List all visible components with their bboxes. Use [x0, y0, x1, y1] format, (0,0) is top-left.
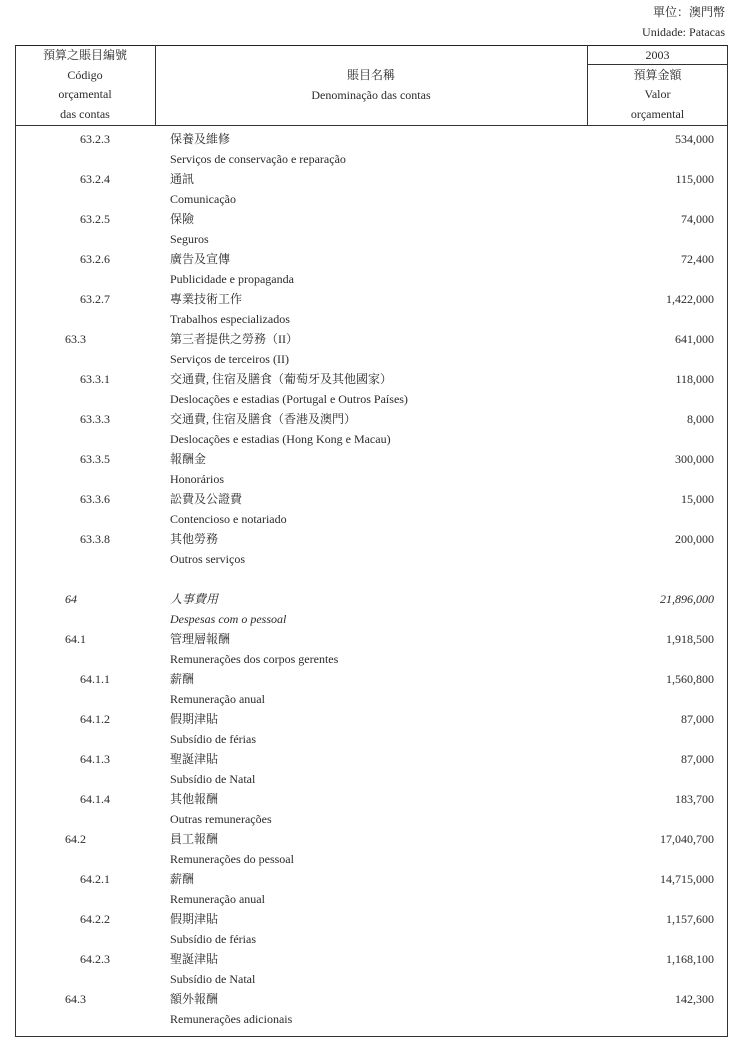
account-name-zh: 薪酬	[170, 672, 195, 686]
account-name-zh: 保險	[170, 212, 195, 226]
account-value: 14,715,000	[660, 872, 714, 886]
account-code: 63.2.4	[80, 172, 110, 186]
account-code: 63.3.1	[80, 372, 110, 386]
unit-label-zh: 單位：澳門幣	[652, 5, 725, 19]
account-value: 87,000	[681, 712, 714, 726]
account-value: 17,040,700	[660, 832, 714, 846]
account-code: 64.1	[65, 632, 86, 646]
account-name-pt: Subsídio de férias	[170, 932, 256, 946]
account-name-pt: Serviços de conservação e reparação	[170, 152, 346, 166]
account-value: 183,700	[675, 792, 714, 806]
header-name-pt: Denominação das contas	[311, 87, 431, 102]
account-name-zh: 人事費用	[170, 592, 219, 606]
account-name-pt: Deslocações e estadias (Portugal e Outros Países)	[170, 392, 408, 406]
table-row	[15, 629, 728, 649]
account-value: 72,400	[681, 252, 714, 266]
account-name-pt: Deslocações e estadias (Hong Kong e Macau)	[170, 432, 391, 446]
account-value: 1,157,600	[666, 912, 714, 926]
account-name-pt: Remunerações dos corpos gerentes	[170, 652, 339, 666]
account-name-zh: 其他勞務	[170, 532, 219, 546]
account-value: 1,422,000	[666, 292, 714, 306]
table-row	[15, 409, 728, 429]
account-value: 641,000	[675, 332, 714, 346]
account-value: 8,000	[687, 412, 714, 426]
table-row	[15, 749, 728, 769]
table-row	[15, 989, 728, 1009]
table-row	[15, 589, 728, 609]
account-code: 64.2.2	[80, 912, 110, 926]
account-value: 1,168,100	[666, 952, 714, 966]
account-name-pt: Despesas com o pessoal	[170, 612, 287, 626]
account-value: 1,560,800	[666, 672, 714, 686]
account-code: 63.2.3	[80, 132, 110, 146]
table-row	[15, 529, 728, 549]
table-row	[15, 449, 728, 469]
table-row	[15, 829, 728, 849]
header-code-zh: 預算之賬目編號	[42, 48, 127, 62]
header-divider	[15, 125, 728, 126]
table-row	[15, 249, 728, 269]
account-name-pt: Remuneração anual	[170, 692, 265, 706]
table-row	[15, 909, 728, 929]
account-name-zh: 假期津貼	[170, 912, 219, 926]
account-value: 87,000	[681, 752, 714, 766]
account-name-pt: Trabalhos especializados	[170, 312, 290, 326]
account-name-pt: Outros serviços	[170, 552, 245, 566]
account-name-zh: 其他報酬	[170, 792, 219, 806]
account-name-zh: 報酬金	[170, 452, 207, 466]
header-code-pt: Código	[67, 67, 103, 82]
header-code-pt: orçamental	[58, 87, 112, 101]
account-name-zh: 假期津貼	[170, 712, 219, 726]
account-name-zh: 聖誕津貼	[170, 952, 219, 966]
account-name-pt: Subsídio de Natal	[170, 972, 256, 986]
header-name-zh: 賬目名稱	[346, 68, 395, 82]
account-name-pt: Subsídio de Natal	[170, 772, 256, 786]
account-code: 63.3	[65, 332, 86, 346]
account-value: 118,000	[675, 372, 714, 386]
account-value: 15,000	[681, 492, 714, 506]
account-code: 63.3.5	[80, 452, 110, 466]
account-name-pt: Contencioso e notariado	[170, 512, 287, 526]
account-code: 64.2.1	[80, 872, 110, 886]
account-name-pt: Comunicação	[170, 192, 236, 206]
account-value: 115,000	[675, 172, 714, 186]
account-name-pt: Outras remunerações	[170, 812, 272, 826]
account-name-pt: Publicidade e propaganda	[170, 272, 294, 286]
account-name-zh: 交通費, 住宿及膳食（葡萄牙及其他國家）	[170, 372, 393, 386]
account-name-pt: Subsídio de férias	[170, 732, 256, 746]
table-row	[15, 169, 728, 189]
account-name-zh: 訟費及公證費	[170, 492, 243, 506]
account-name-zh: 額外報酬	[170, 992, 219, 1006]
account-code: 63.2.7	[80, 292, 110, 306]
account-value: 74,000	[681, 212, 714, 226]
account-code: 64.2.3	[80, 952, 110, 966]
header-value-pt: orçamental	[630, 106, 685, 121]
header-year: 2003	[645, 48, 670, 62]
account-name-pt: Honorários	[170, 472, 224, 486]
account-code: 63.2.6	[80, 252, 110, 266]
header-value-pt: Valor	[644, 87, 671, 101]
account-code: 64.1.3	[80, 752, 110, 766]
table-row	[15, 489, 728, 509]
account-name-zh: 管理層報酬	[170, 632, 231, 646]
header-code-pt: das contas	[60, 106, 110, 121]
account-code: 63.3.8	[80, 532, 110, 546]
account-code: 64.3	[65, 992, 86, 1006]
table-row	[15, 709, 728, 729]
account-code: 64.1.4	[80, 792, 110, 806]
account-name-zh: 第三者提供之勞務（II）	[170, 332, 298, 346]
account-value: 1,918,500	[666, 632, 714, 646]
account-name-zh: 員工報酬	[170, 832, 219, 846]
header-name	[155, 66, 587, 105]
account-name-zh: 保養及維修	[170, 132, 231, 146]
account-name-pt: Serviços de terceiros (II)	[170, 352, 289, 366]
header-code	[15, 46, 155, 124]
account-code: 63.3.3	[80, 412, 110, 426]
account-value: 200,000	[675, 532, 714, 546]
account-value: 534,000	[675, 132, 714, 146]
account-name-zh: 通訊	[170, 172, 195, 186]
account-code: 64	[65, 592, 77, 606]
account-code: 63.2.5	[80, 212, 110, 226]
account-name-pt: Seguros	[170, 232, 209, 246]
table-row	[15, 869, 728, 889]
account-code: 64.2	[65, 832, 86, 846]
account-value: 142,300	[675, 992, 714, 1006]
account-code: 64.1.1	[80, 672, 110, 686]
account-name-pt: Remunerações adicionais	[170, 1012, 293, 1026]
header-value	[588, 46, 727, 124]
account-name-zh: 交通費, 住宿及膳食（香港及澳門）	[170, 412, 357, 426]
account-name-zh: 聖誕津貼	[170, 752, 219, 766]
account-code: 64.1.2	[80, 712, 110, 726]
account-name-pt: Remuneração anual	[170, 892, 265, 906]
table-row	[15, 289, 728, 309]
table-row	[15, 669, 728, 689]
table-row	[15, 369, 728, 389]
account-name-zh: 專業技術工作	[170, 292, 243, 306]
table-row	[15, 789, 728, 809]
table-row	[15, 129, 728, 149]
header-value-zh: 預算金額	[633, 67, 682, 82]
account-value: 21,896,000	[660, 592, 714, 606]
account-name-zh: 廣告及宣傳	[170, 252, 231, 266]
table-row	[15, 329, 728, 349]
account-code: 63.3.6	[80, 492, 110, 506]
unit-label-pt: Unidade: Patacas	[642, 25, 725, 39]
account-value: 300,000	[675, 452, 714, 466]
table-row	[15, 949, 728, 969]
table-row	[15, 209, 728, 229]
account-name-pt: Remunerações do pessoal	[170, 852, 294, 866]
account-name-zh: 薪酬	[170, 872, 195, 886]
